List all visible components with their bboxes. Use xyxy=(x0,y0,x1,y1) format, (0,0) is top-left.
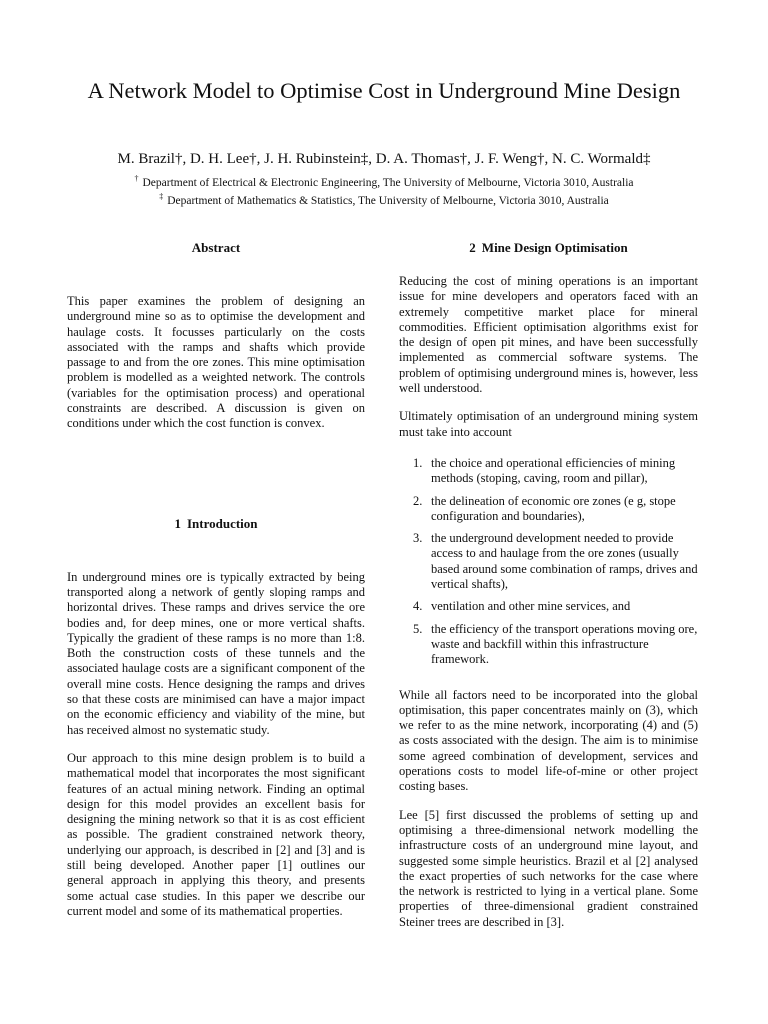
section-title: Introduction xyxy=(186,515,258,531)
intro-paragraph-1: In underground mines ore is typically extracted by being transported along a network of gently sloping ramps and horizontal drives. These ramps and drives service the ore bodies and, for deep mines, one or more vertical shafts. Typically the gradient of these ramps is no more than 1:8. Both the construction costs of these tunnels and the associated haulage costs are a significant component of the overall mine costs. Hence designing the ramps and drives so that these costs are minimised can have a major impact on the economic efficiency and viability of the mine, but has received almost no systematic study. xyxy=(67,569,365,737)
list-item xyxy=(399,531,698,592)
list-number: 1. xyxy=(413,455,423,470)
intro-paragraph-2: Our approach to this mine design problem is to build a mathematical model that incorporates the most significant features of an actual mining network. Finding an optimal design for this model provides an excellent basis for designing the mining network so that it is as cost efficient as possible. The gradient constrained network theory, underlying our approach, is described in [2] and [3] and is still being developed. Another paper [1] outlines our general approach in applying this theory, and presents some actual case studies. In this paper we describe our current model and some of its mathematical properties. xyxy=(67,750,365,918)
affiliation-text: Department of Electrical & Electronic Engineering, The University of Melbourne, Victoria 3010, Australia xyxy=(142,176,634,189)
list-item xyxy=(399,599,698,614)
section-heading-introduction xyxy=(67,516,365,532)
list-text: the efficiency of the transport operations moving ore, waste and backfill within this infrastructure framework. xyxy=(431,621,698,667)
list-number: 3. xyxy=(413,531,423,546)
list-item xyxy=(399,456,698,487)
section2-paragraph-4: Lee [5] first discussed the problems of setting up and optimising a three-dimensional network modelling the infrastructure costs of an underground mine layout, and suggested some simple heuristics. Brazil et al [2] analysed the exact properties of such networks for the case where the network is restricted to lying in a vertical plane. Some properties of three-dimensional gradient constrained Steiner trees are described in [3]. xyxy=(399,807,698,929)
section-number: 2 xyxy=(469,240,476,255)
list-text: the choice and operational efficiencies of mining methods (stoping, caving, room and pillar), xyxy=(431,455,676,486)
list-text: the underground development needed to provide access to and haulage from the ore zones (usually based around some combination of ramps, drives and vertical shafts), xyxy=(431,531,698,592)
author-list: M. Brazil†, D. H. Lee†, J. H. Rubinstein‡, D. A. Thomas†, J. F. Weng†, N. C. Wormald‡ xyxy=(117,151,651,167)
abstract-heading: Abstract xyxy=(191,240,241,255)
list-text: the delineation of economic ore zones (e g, stope configuration and boundaries), xyxy=(431,493,676,523)
section-title: Mine Design Optimisation xyxy=(481,240,628,255)
affiliation-1 xyxy=(40,172,728,190)
consideration-list xyxy=(399,456,698,668)
affiliation-mark: † xyxy=(134,174,139,183)
right-column xyxy=(399,238,698,930)
abstract-text: This paper examines the problem of designing an underground mine so as to optimise the development and haulage costs. It focusses particularly on the costs associated with the ramps and shafts which provide passage to and from the ore zones. This mine optimisation problem is modelled as a weighted network. The controls (variables for the optimisation process) and operational constraints are described. A discussion is given on conditions under which the cost function is convex. xyxy=(67,294,365,431)
list-number: 2. xyxy=(413,493,423,508)
affiliation-2 xyxy=(40,190,728,208)
list-item xyxy=(399,494,698,525)
affiliation-text: Department of Mathematics & Statistics, The University of Melbourne, Victoria 3010, Australia xyxy=(167,194,609,207)
list-item xyxy=(399,622,698,668)
section-heading-mine-design xyxy=(399,240,698,256)
left-column xyxy=(67,238,365,919)
section2-paragraph-2: Ultimately optimisation of an underground mining system must take into account xyxy=(399,409,698,439)
affiliation-mark: ‡ xyxy=(159,192,164,201)
list-number: 5. xyxy=(413,621,423,636)
section2-paragraph-3: While all factors need to be incorporated into the global optimisation, this paper concentrates mainly on (3), which we refer to as the mine network, incorporating (4) and (5) as costs associated with the design. The aim is to minimise some agreed combination of development, services and operations costs to model life-of-mine or other project costing bases. xyxy=(399,687,698,794)
section2-paragraph-1: Reducing the cost of mining operations is an important issue for mine developers and operators faced with an extremely competitive market place for mineral commodities. Efficient optimisation algorithms exist for the design of open pit mines, and have been successfully implemented as commercial software systems. The problem of optimising underground mines is, however, less well understood. xyxy=(399,274,698,396)
list-text: ventilation and other mine services, and xyxy=(431,599,631,614)
list-number: 4. xyxy=(413,599,423,614)
section-number: 1 xyxy=(174,515,181,531)
paper-title: A Network Model to Optimise Cost in Underground Mine Design xyxy=(87,78,681,103)
